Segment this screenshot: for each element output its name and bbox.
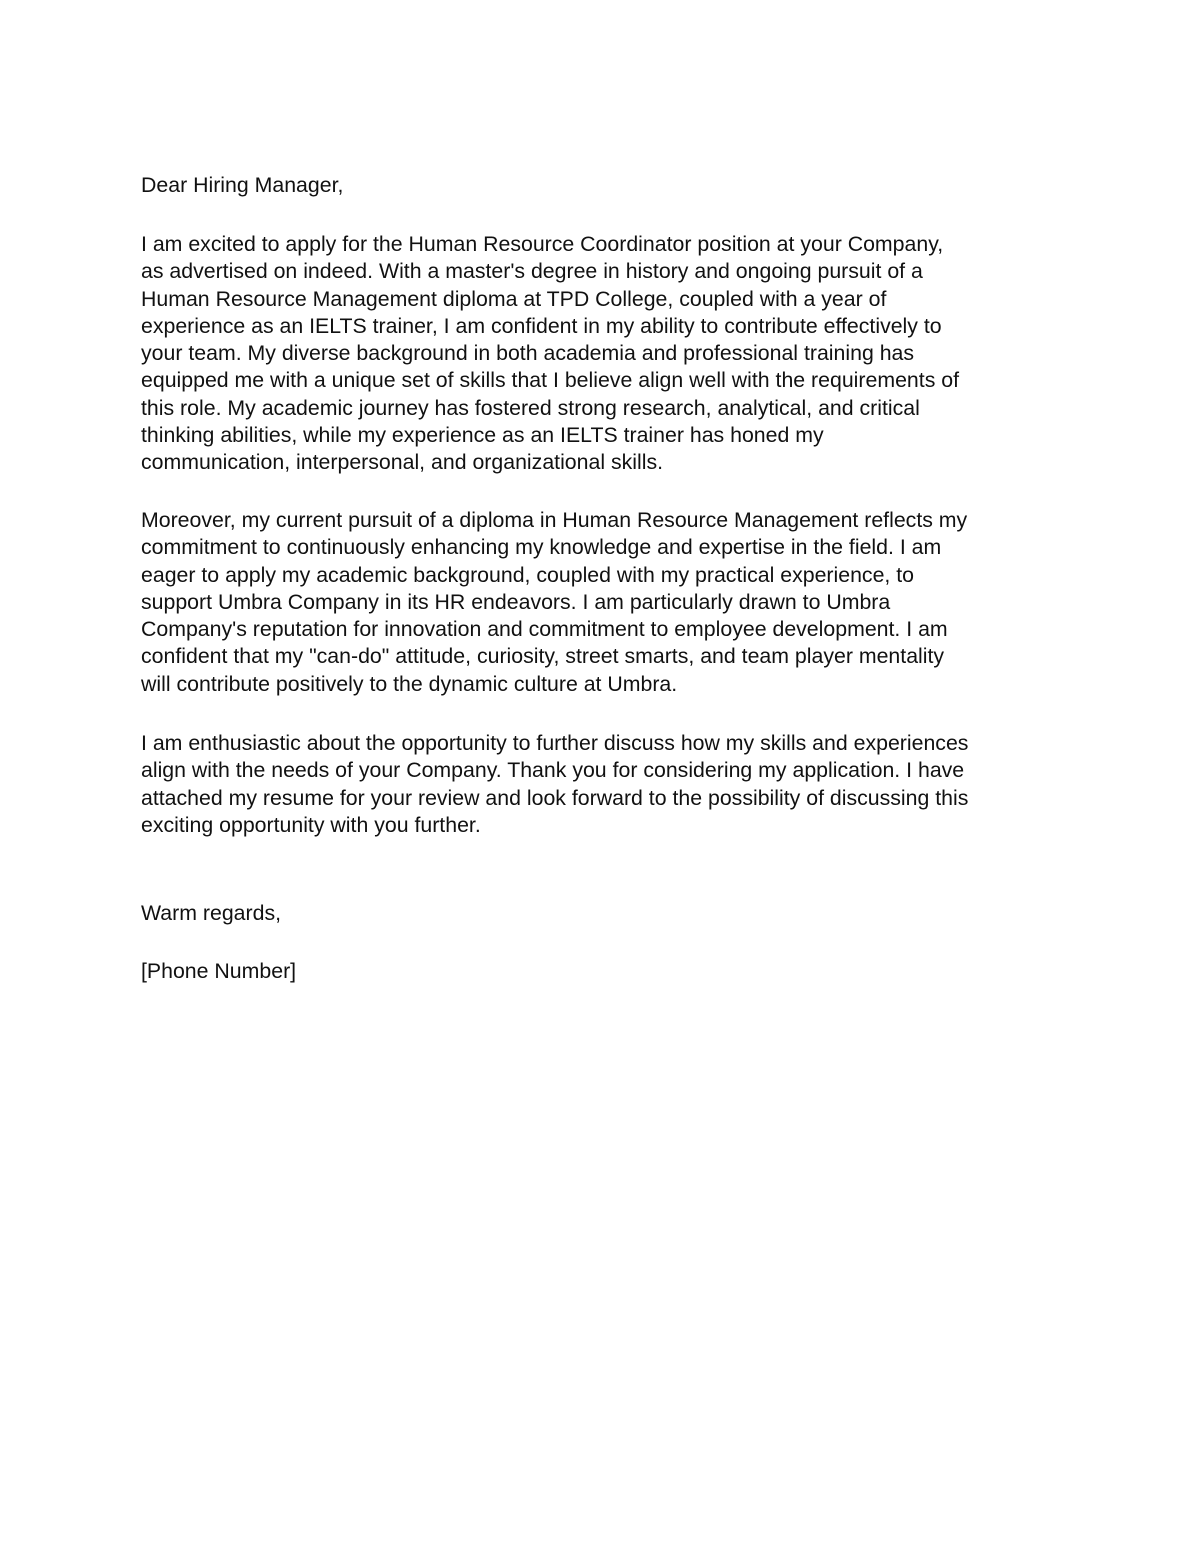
paragraph-line: thinking abilities, while my experience as an IELTS trainer has honed my	[141, 423, 824, 448]
paragraph-line: I am enthusiastic about the opportunity to further discuss how my skills and experiences	[141, 731, 969, 755]
salutation	[141, 172, 1071, 199]
salutation-text: Dear Hiring Manager,	[141, 173, 344, 197]
paragraph-1	[141, 231, 1071, 477]
paragraph-line: Moreover, my current pursuit of a diploma in Human Resource Management reflects my	[141, 508, 968, 532]
paragraph-line: confident that my "can-do" attitude, curiosity, street smarts, and team player mentality	[141, 644, 945, 669]
paragraph-line: as advertised on indeed. With a master's degree in history and ongoing pursuit of a	[141, 259, 923, 284]
paragraph-2	[141, 507, 1071, 698]
paragraph-line: Human Resource Management diploma at TPD College, coupled with a year of	[141, 286, 887, 311]
paragraph-line: exciting opportunity with you further.	[141, 812, 481, 837]
paragraph-line: I am excited to apply for the Human Resource Coordinator position at your Company,	[141, 232, 944, 256]
paragraph-line: commitment to continuously enhancing my knowledge and expertise in the field. I am	[141, 535, 942, 560]
paragraph-line: align with the needs of your Company. Thank you for considering my application. I have	[141, 758, 965, 783]
closing	[141, 900, 1071, 927]
paragraph-line: support Umbra Company in its HR endeavors. I am particularly drawn to Umbra	[141, 589, 891, 614]
paragraph-line: this role. My academic journey has fostered strong research, analytical, and critical	[141, 395, 920, 420]
paragraph-line: eager to apply my academic background, coupled with my practical experience, to	[141, 562, 915, 587]
paragraph-line: will contribute positively to the dynamic culture at Umbra.	[141, 671, 678, 696]
paragraph-line: experience as an IELTS trainer, I am confident in my ability to contribute effectively to	[141, 313, 942, 338]
paragraph-line: communication, interpersonal, and organizational skills.	[141, 450, 664, 475]
paragraph-line: equipped me with a unique set of skills that I believe align well with the requirements of	[141, 368, 960, 393]
phone-number-text: [Phone Number]	[141, 959, 297, 983]
closing-text: Warm regards,	[141, 901, 282, 925]
paragraph-line: Company's reputation for innovation and commitment to employee development. I am	[141, 617, 948, 642]
paragraph-line: attached my resume for your review and look forward to the possibility of discussing this	[141, 785, 969, 810]
phone-number	[141, 958, 1071, 985]
paragraph-line: your team. My diverse background in both academia and professional training has	[141, 341, 915, 366]
paragraph-3	[141, 730, 1071, 839]
